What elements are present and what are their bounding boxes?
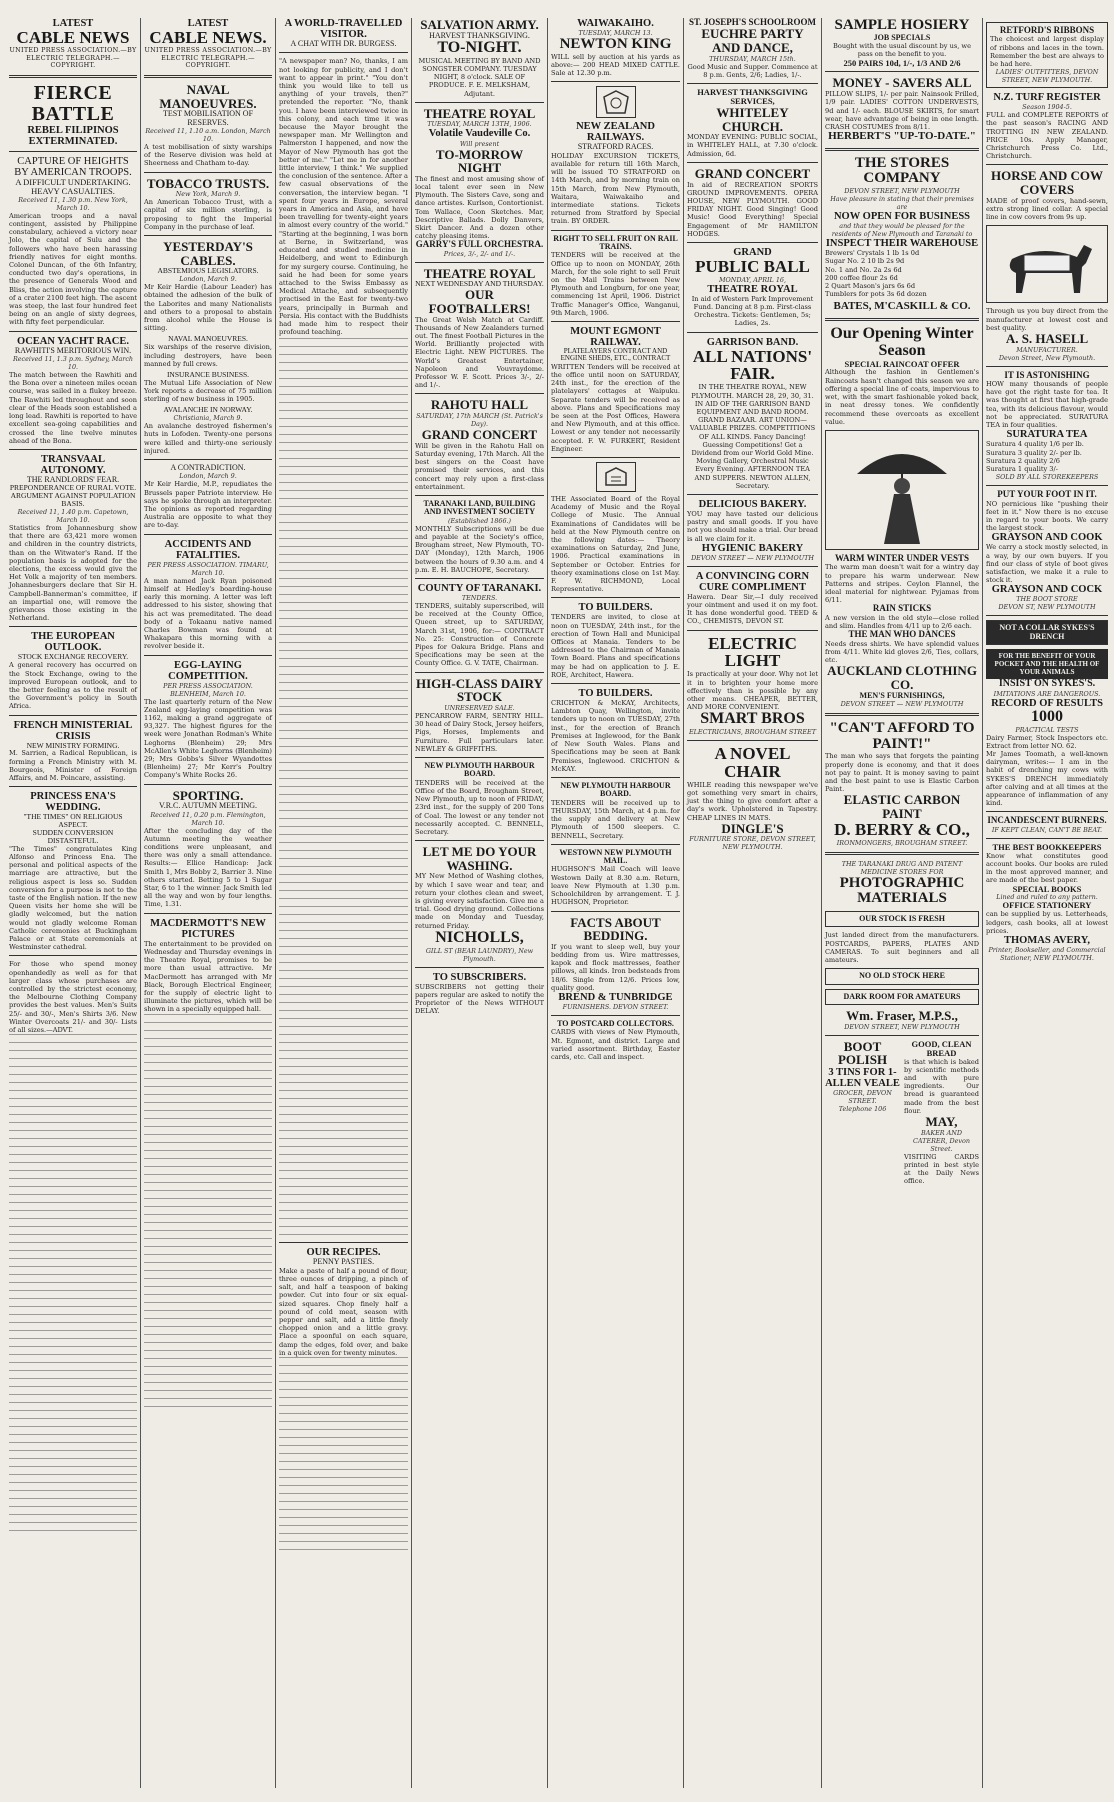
- c6-ad1-body: Good Music and Supper. Commence at 8 p.m. Gents, 2/6; Ladies, 1/-.: [687, 62, 818, 79]
- c4-ad5-body: MONTHLY Subscriptions will be due and payable at the Society's office, Brougham street, New Plymouth, TO-DAY (Monday), 12th March, 1906 between the hours of 9.30 a.m. and 4 p.m. E. H. BAUCHOPE, Secretary.: [415, 524, 544, 574]
- c5-ad4-sub: PLATELAYERS CONTRACT AND ENGINE SHEDS, ETC., CONTRACT: [560, 347, 671, 363]
- c5-ad2-sub: STRATFORD RACES.: [577, 142, 654, 152]
- c3-s1-body: "A newspaper man? No, thanks, I am not looking for publicity, and I don't want to appear in print." "You don't think you would like to tell us anything of your travels, then?" pretended the reporter. "No, thank you. I have been interviewed twice in this colony, and each time it was because the Mayor brought the newspaper man. Mr Wellington and Palmerston I happened, and now the Mayor of New Plymouth has got the better of me." "Let me in for another little interview, I think." We supplied the conclusion of the sentence. After a few casual observations of the conversation, the interview began. "I spent four years in Europe, several years in America and Asia, and have been travelling for twenty-eight years in almost every country of the world." "Starting at the beginning, I was born at Berne, in Switzerland, was educated and studied medicine in Heidelberg, and went to Edinburgh for my surgery course. Continuing, he said he had been for some years attached to the Swiss Embassy as Medical Attache, and subsequently practised in the East for twenty-two years, principally in Burmah and Persia. His contact with the Buddhists had made him to respect their profound teaching.: [279, 57, 408, 337]
- c7-ad15-big: MAY,: [925, 1113, 958, 1129]
- c8-ad6-box: NOT A COLLAR SYKES'S DRENCH: [986, 620, 1108, 645]
- c3-s2-body: Make a paste of half a pound of flour, three ounces of dripping, a pinch of salt, and half a teaspoon of baking powder. Cut into four or six equal-sized squares. Chop finely half a pound of cold meat, season with pepper and salt, add a little finely chopped onion and a little gravy. Place a spoonful on each square, damp the edges, fold over, and bake in a quick oven for twenty minutes.: [279, 1266, 408, 1357]
- c7-ad12-box3: DARK ROOM FOR AMATEURS: [825, 989, 979, 1005]
- c1-s3-sub: THE RANDLORDS' FEAR.: [26, 474, 120, 484]
- c6-ad3-big: GRAND CONCERT: [694, 165, 811, 181]
- c3-s2-sub: PENNY PASTIES.: [312, 1257, 375, 1267]
- c2-s8-head: MACDERMOTT'S NEW PICTURES: [150, 917, 266, 940]
- c1-s1-sub2: CAPTURE OF HEIGHTS BY AMERICAN TROOPS.: [14, 155, 132, 178]
- c6-ad4-date: MONDAY, APRIL 16,: [718, 275, 786, 284]
- c6-ad5-body: IN THE THEATRE ROYAL, NEW PLYMOUTH. MARCH 28, 29, 30, 31. IN AID OF THE GARRISON BAND EQUIPMENT AND BAND ROOM. GRAND BAZAAR. ART UNION—VALUABLE PRIZES. COMPETITIONS OF ALL KINDS. Fancy Dancing! Guessing Competitions! Get a Dividend from our World Gold Mine. Moving Gallery, Orchestral Music Every Evening. AFTERNOON TEA AND SUPPERS. NEWTON ALLEN, Secretary.: [689, 383, 816, 490]
- c4-ad2-prices: Prices, 3/-, 2/- and 1/-.: [443, 249, 516, 258]
- c8-ad6-body: Dairy Farmer, Stock Inspectors etc. Extract from letter NO. 62.: [986, 733, 1108, 750]
- column-6: [684, 18, 822, 1788]
- c7-ad16-body: VISITING CARDS printed in best style at the Daily News office.: [904, 1152, 979, 1186]
- c7-ad3-list-4: 2 Quart Mason's jars 6s 6d: [825, 282, 916, 291]
- c8-ad3-sub: MANUFACTURER.: [1016, 345, 1078, 354]
- c4-ad4-big: GRAND CONCERT: [421, 427, 538, 443]
- c4-ad10-sub: GILL ST (BEAR LAUNDRY), New Plymouth.: [425, 946, 534, 963]
- c2-s1-dateline: Received 11, 1.10 a.m. London, March 10.: [145, 126, 271, 143]
- c7-ad1-sub: JOB SPECIALS: [873, 32, 931, 42]
- c7-ad12-body: Just landed direct from the manufacturers. POSTCARDS, PAPERS, PLATES AND CAMERAS. To suit beginners and all amateurs.: [825, 931, 979, 965]
- c8-ad5-title: PUT YOUR FOOT IN IT.: [997, 489, 1097, 500]
- c4-ad2-date: TUESDAY, MARCH 13TH, 1906.: [427, 120, 532, 129]
- c1-s7-body: For those who spend money openhandedly as well as for that larger class whose purchases are controlled by the strictest economy, the Melbourne Clothing Company provides the best values. Men's Suits 25/- and 30/-, Men's Shirts 3/6. New Winter Overcoats 21/- and 30/- Lists of all sizes.—ADVT.: [9, 960, 137, 1035]
- c5-ad10-big: BREND & TUNBRIDGE: [558, 992, 673, 1003]
- c4-ad3-big: OUR FOOTBALLERS!: [428, 287, 531, 316]
- c2-s5-sub: PER PRESS ASSOCIATION. TIMARU, March 10.: [147, 560, 269, 577]
- c4-ad9-body: MY New Method of Washing clothes, by which I save wear and tear, and return your clothes clean and sweet, is giving every satisfaction. Give me a trial. Good drying ground. Collections made on Monday and Tuesday, returned Friday.: [415, 872, 544, 930]
- c3-s1-head: A WORLD-TRAVELLED VISITOR.: [284, 18, 403, 41]
- c7-ad10-body: The man who says that forgets the painting properly done is economy, and that it does not pay to paint. It is money saving to paint and the best paint to use is Elastic Carbon Paint.: [825, 752, 979, 794]
- c8-ad6-big: INSIST ON SYKES'S.: [998, 678, 1096, 690]
- c7-ad3-list-3: 200 coffee flour 2s 6d: [825, 273, 898, 282]
- c8-ad7-sub: IF KEPT CLEAN, CAN'T BE BEAT.: [991, 825, 1103, 834]
- c7-ad9-sub: MEN'S FURNISHINGS,: [859, 690, 945, 700]
- c6-ad7-title: A CONVINCING CORN CURE COMPLIMENT: [695, 570, 810, 593]
- c7-ad3-list-2: No. 1 and No. 2a 2s 6d: [825, 265, 902, 274]
- c6-ad10-sub: FURNITURE STORE, DEVON STREET, NEW PLYMOUTH.: [689, 835, 816, 852]
- c2-s2-head: TOBACCO TRUSTS.: [146, 175, 270, 191]
- c1-s4-sub: STOCK EXCHANGE RECOVERY.: [17, 652, 129, 662]
- c6-ad2-big: WHITELEY CHURCH.: [716, 104, 789, 134]
- c2-s6-head: EGG-LAYING COMPETITION.: [168, 659, 248, 682]
- c4-ad4-title: RAHOTU HALL: [430, 397, 529, 413]
- c1-s1-body: American troops and a naval contingent, assisted by Philippine constabulary, achieved a victory near Jolo, the capital of Sulu and the followers who have been harassing friendly natives for eight months. Colonel Duncan, of the 6th Infantry, conducted two day's operations, in the presence of Generals Wood and Bliss, the action involving the capture of a crater 2100 feet high. The ascent was steep, the last four hundred feet being on an angle of sixty degrees, with fifty feet perpendicular.: [9, 211, 137, 327]
- c1-s4-head: THE EUROPEAN OUTLOOK.: [31, 631, 115, 654]
- c8-ad4-sub: SOLD BY ALL STOREKEEPERS: [995, 473, 1099, 482]
- c5-ad1-big: NEWTON KING: [559, 36, 672, 53]
- c5-ad5-body: THE Associated Board of the Royal Academy of Music and the Royal College of Music. The Annual Examinations of Candidates will be held at the New Plymouth centre on the following dates:— Theory examinations on Saturday, 2nd June, 1906. Practical examinations in September or October. Entries for theory examinations close on 1st May. F. W. RICHMOND, Local Representative.: [551, 494, 680, 594]
- c4-ad5-title: TARANAKI LAND, BUILDING AND INVESTMENT SOCIETY: [423, 498, 536, 517]
- c8-ad2-title: N.Z. TURF REGISTER: [993, 92, 1101, 104]
- c4-ad2-title: THEATRE ROYAL: [423, 105, 536, 121]
- c4-ad1-body: MUSICAL MEETING BY BAND AND SONGSTER COMPANY. TUESDAY NIGHT, 8 o'clock. SALE OF PRODUCE. F. E. MELKSHAM, Adjutant.: [418, 56, 541, 98]
- c8-ad9-title: SPECIAL BOOKS: [1012, 883, 1082, 894]
- c4-ad3-sub: NEXT WEDNESDAY AND THURSDAY.: [415, 279, 544, 289]
- c1-s3-head: TRANSVAAL AUTONOMY.: [40, 453, 106, 476]
- c4-ad1-title: SALVATION ARMY.: [420, 18, 539, 32]
- c4-ad4-date: SATURDAY, 17th MARCH (St. Patrick's Day).: [416, 412, 543, 429]
- c2-s3-sub3: INSURANCE BUSINESS.: [166, 369, 250, 379]
- crest-icon: [601, 89, 631, 115]
- c2-s3-head: YESTERDAY'S CABLES.: [163, 239, 253, 268]
- c7-ad14-phone: Telephone 106: [838, 1105, 887, 1113]
- c2-s3-dateline4: Christiania, March 9.: [173, 414, 243, 423]
- c4-ad2-big2: TO-MORROW NIGHT: [435, 146, 524, 176]
- c7-ad13-sub: DEVON STREET, NEW PLYMOUTH: [844, 1022, 960, 1031]
- c8-ad4-big: SURATURA TEA: [1006, 429, 1088, 441]
- c8-ad4-list-3: Suratura 1 quality 3/-: [986, 464, 1058, 473]
- column-8: [983, 18, 1111, 1788]
- c2-s3-body: Mr Keir Hardie (Labour Leader) has obtained the adhesion of the bulk of the Laborites and many Nationalists and others to a proposal to abstain from alcohol while the House is sitting.: [144, 283, 272, 333]
- c2-s1-sub: TEST MOBILISATION OF RESERVES.: [162, 109, 254, 127]
- c5-ad10-sub: FURNISHERS. DEVON STREET.: [562, 1003, 669, 1012]
- c4-ad3-body: The Great Welsh Match at Cardiff. Thousands of New Zealanders turned out. The finest Football Pictures in the World. Brilliantly projected with Electric Light. NEW PICTURES. The World's Greatest Entertainer, Napoleon and Vouvraydome. Professor W. F. Scott. Prices 3/-, 2/- and 1/-.: [415, 315, 544, 390]
- c8-ad4-list-0: Suratura 4 quality 1/6 per lb.: [986, 440, 1084, 449]
- c4-ad9-title: LET ME DO YOUR WASHING.: [422, 844, 537, 873]
- c2-s3-body3: The Mutual Life Association of New York reports a decrease of 75 million sterling of new business in 1905.: [144, 378, 272, 404]
- c1-s5-sub: NEW MINISTRY FORMING.: [26, 740, 120, 750]
- c7-ad7-body: A new version in the old style—close rolled and slim. Handles from 4/11 up to 2/6 each.: [825, 613, 979, 630]
- horse-with-cover-illustration: [986, 225, 1108, 303]
- c8-ad3-body: MADE of proof covers, hand-sewn, extra strong lined collar. A special line in cow covers from 9s up.: [986, 196, 1108, 222]
- c8-ad4-list-2: Suratura 2 quality 2/6: [986, 456, 1060, 465]
- c2-s5-head: ACCIDENTS AND FATALITIES.: [164, 538, 252, 561]
- c7-ad1-line: 250 PAIRS 10d, 1/-, 1/3 AND 2/6: [843, 57, 961, 68]
- c5-ad6-title: TO BUILDERS.: [578, 602, 653, 614]
- c4-ad2-sub: Will present: [459, 139, 500, 148]
- c2-s8-body: The entertainment to be provided on Wednesday and Thursday evenings in the Theatre Royal, promises to be more than usual attractive. Mr MacDermott has arranged with Mr Black, Borough Electrical Engineer, for the supply of electric light to illuminate the pictures, which will be shown in a specially equipped hall.: [144, 939, 272, 1014]
- c7-ad9-addr: DEVON STREET — NEW PLYMOUTH: [840, 699, 964, 708]
- c2-s3-sub2: NAVAL MANOEUVRES.: [168, 334, 248, 344]
- c6-ad4-sub: THEATRE ROYAL: [707, 283, 798, 295]
- c1-s1-sub: REBEL FILIPINOS EXTERMINATED.: [27, 124, 119, 147]
- c6-ad7-body: Hawera. Dear Sir,—I duly received your ointment and used it on my foot. It has done wonderful good. TEED & CO., CHEMISTS, DEVON ST.: [687, 592, 818, 626]
- c4-ad8-title: NEW PLYMOUTH HARBOUR BOARD.: [424, 760, 535, 779]
- c4-ad4-body: Will be given in the Rahotu Hall on Saturday evening, 17th March. All the best singers on the Coast have promised their services, and this concert may rely upon a first-class entertainment.: [415, 441, 544, 491]
- c8-ad6-banner: FOR THE BENEFIT OF YOUR POCKET AND THE HEALTH OF YOUR ANIMALS: [986, 649, 1108, 679]
- c5-ad9-title: WESTOWN NEW PLYMOUTH MAIL.: [559, 847, 672, 866]
- c4-ad2-body: The finest and most amusing show of local talent ever seen in New Plymouth. The Sisters Cave, song and dance artistes. Kurlson, Contortionist. Tom Wallace, Coon Sketches. Mar, Descriptive Ballads. Dolly Danvers, Skirt Dancer. And a dozen other catchy pleasing items.: [415, 174, 544, 241]
- c8-ad6-body2: Mr James Toomath, a well-known dairyman, writes:— I am in the habit of drenching my cows with SYKES'S DRENCH immediately after calving and at all times at the appearance of inflammation of any kind.: [986, 749, 1108, 808]
- c1-s1-sub3: A DIFFICULT UNDERTAKING.: [15, 176, 131, 187]
- c2-s1-head: NAVAL MANOEUVRES.: [159, 81, 257, 111]
- c6-ad1-title: ST. JOSEPH'S SCHOOLROOM: [688, 18, 817, 27]
- c8-ad6-sub: IMITATIONS ARE DANGEROUS.: [993, 689, 1101, 698]
- c7-ad13-big: Wm. Fraser, M.P.S.,: [846, 1008, 958, 1024]
- c8-ad1-body: The choicest and largest display of ribbons and laces in the town. Remember the best are always to be had here.: [990, 35, 1104, 69]
- woman-with-umbrella-illustration: [825, 430, 979, 550]
- c7-ad2-big: MONEY - SAVERS ALL: [832, 75, 972, 91]
- c2-s7-head: SPORTING.: [172, 787, 244, 803]
- column-5: [548, 18, 684, 1788]
- c7-ad12-box: OUR STOCK IS FRESH: [825, 911, 979, 927]
- c6-ad5-title: GARRISON BAND.: [706, 336, 799, 348]
- c4-ad6-title: COUNTY OF TARANAKI.: [417, 582, 542, 594]
- c6-ad6-body: YOU may have tasted our delicious pastry and small goods. If you have not you should make a trial. Our bread is all we claim for it.: [687, 509, 818, 543]
- c7-ad15-body: is that which is baked by scientific methods and with pure ingredients. Our bread is guaranteed made from the best flour.: [904, 1057, 979, 1115]
- c6-ad6-title: DELICIOUS BAKERY.: [698, 498, 807, 510]
- c1-top-title: LATEST: [52, 18, 94, 29]
- c5-ad9-body: HUGHSON'S Mail Coach will leave Westown Daily at 8.30 a.m. Return, leave New Plymouth at 1.30 p.m. Schoolchildren by arrangement. T. J. HUGHSON, Proprietor.: [551, 865, 680, 907]
- c7-ad14-title: BOOT POLISH: [837, 1038, 888, 1068]
- umbrella-icon: [842, 434, 962, 546]
- c7-ad2-footer: HERBERT'S "UP-TO-DATE.": [828, 130, 976, 143]
- c6-ad10-big: A NOVEL CHAIR: [714, 744, 791, 781]
- crest-icon: [601, 465, 631, 489]
- c8-ad3-addr: Devon Street, New Plymouth.: [998, 353, 1096, 362]
- c6-ad3-body: In aid of RECREATION SPORTS GROUND IMPROVEMENTS. OPERA HOUSE, NEW PLYMOUTH. GOOD FRIDAY NIGHT. Good Singing! Good Music! Good Everything! Special Engagement of Mr HAMILTON HODGES.: [687, 180, 818, 238]
- c8-ad1-sub: LADIES' OUTFITTERS, DEVON STREET, NEW PLYMOUTH.: [995, 68, 1099, 85]
- c7-ad5-big: Our Opening Winter Season: [830, 324, 974, 359]
- c4-ad10-big: NICHOLLS,: [435, 928, 524, 946]
- column-3: [276, 18, 412, 1788]
- c8-ad2-sub: Season 1904-5.: [1022, 103, 1072, 112]
- c8-ad9-sub: Lined and ruled to any pattern.: [996, 893, 1098, 902]
- c4-ad7-body: PENCARROW FARM, SENTRY HILL. 30 head of Dairy Stock, Jersey heifers, Pigs, Horses, Implements and Furniture. Full particulars later. NEWLEY & GRIFFITHS.: [415, 711, 544, 753]
- c1-s3-sub2: PREPONDERANCE OF RURAL VOTE.: [9, 483, 137, 493]
- c8-ad5-body2: We carry a stock mostly selected, in a way, by our own buyers. If you find our class of style of boot gives satisfaction, we make it a rule to stock it.: [986, 543, 1108, 585]
- c3-s2-head: OUR RECIPES.: [306, 1247, 381, 1259]
- c7-ad15-title: GOOD, CLEAN BREAD: [911, 1038, 972, 1058]
- c7-ad14-big: 3 TINS FOR 1-: [828, 1066, 897, 1078]
- c7-ad1-title: SAMPLE HOSIERY: [834, 18, 970, 33]
- c6-ad2-body: MONDAY EVENING: PUBLIC SOCIAL, in WHITELEY HALL, at 7.30 o'clock. Admission, 6d.: [687, 133, 818, 158]
- c2-s5-body: A man named Jack Ryan poisoned himself at Hedley's boarding-house early this morning. A letter was left addressed to his sister, showing that his act was premeditated. The dead body of a Tokaanu native named Charles Bowman was found at Whakapara this morning with a revolver beside it.: [144, 576, 272, 651]
- c8-ad10-body: can be supplied by us. Letterheads, ledgers, cash books, all at lowest prices.: [986, 910, 1108, 935]
- c7-ad3-body: Have pleasure in stating that their premises are: [830, 195, 974, 212]
- c1-s6-sub2: SUDDEN CONVERSION DISTASTEFUL.: [32, 828, 114, 845]
- c6-ad4-body: In aid of Western Park Improvement Fund. Dancing at 8 p.m. First-class Orchestra. Tickets: Gentlemen, 5s; Ladies, 2s.: [691, 294, 814, 328]
- c8-ad3-body2: Through us you buy direct from the manufacturer at lowest cost and best quality.: [986, 307, 1108, 332]
- c6-ad1-date: THURSDAY, MARCH 15th.: [709, 54, 796, 63]
- c2-s3-body4: An avalanche destroyed fishermen's huts in Lofoden. Twenty-one persons were killed and thirty-one seriously injured.: [144, 422, 272, 455]
- c6-ad10-big2: DINGLE'S: [721, 820, 784, 836]
- c2-s3-sub4: AVALANCHE IN NORWAY.: [163, 405, 253, 415]
- c7-ad8-body: Needs dress shirts. We have splendid values from 4/11. White kid gloves 2/6, Ties, collars, etc.: [825, 639, 979, 665]
- c2-s2-dateline: New York, March 9.: [175, 190, 241, 199]
- c8-ad4-body: HOW many thousands of people have got the right taste for tea. It was thought at first that high-grade tea, with its delicious flavour, would not be appreciated. SURATURA TEA in four qualities.: [986, 380, 1108, 430]
- c5-ad1-date: TUESDAY, MARCH 13.: [578, 29, 653, 38]
- c4-ad6-body: TENDERS, suitably superscribed, will be received at the County Office, Queen street, up to SATURDAY, March 31st, 1906, for:— CONTRACT No. 25: Construction of Concrete Pipes for Oakura Bridge. Plans and Specifications may be seen at the County Office. G. V. TATE, Chairman.: [415, 601, 544, 668]
- c8-ad7-title: INCANDESCENT BURNERS.: [987, 815, 1107, 826]
- c1-s5-body: M. Sarrien, a Radical Republican, is forming a French Ministry with M. Bourgeois, Minister of Foreign Affairs, and M. Poincare, assisting.: [9, 749, 137, 783]
- c2-s3-dateline: London, March 9.: [179, 275, 237, 284]
- c5-ad7-title: TO BUILDERS.: [578, 688, 653, 700]
- c7-ad3-list-5: Tumblers for pots 3s 6d dozen: [825, 290, 927, 299]
- c7-ad8-title: THE MAN WHO DANCES: [848, 629, 956, 640]
- c8-ad4-title: IT IS ASTONISHING: [1004, 369, 1090, 380]
- c5-ad4-title: MOUNT EGMONT RAILWAY.: [570, 326, 661, 349]
- c5-ad10-title: FACTS ABOUT BEDDING.: [570, 914, 661, 944]
- c7-ad3-sub: DEVON STREET, NEW PLYMOUTH: [844, 187, 960, 196]
- c4-ad1-big: TO-NIGHT.: [437, 39, 522, 57]
- c5-ad11-title: TO POSTCARD COLLECTORS.: [557, 1019, 674, 1029]
- c7-ad3-big: THE STORES COMPANY: [854, 154, 950, 187]
- c7-ad11-big: D. BERRY & CO.,: [834, 819, 970, 839]
- c4-ad7-sub: UNRESERVED SALE.: [444, 703, 515, 712]
- c5-ad11-body: CARDS with views of New Plymouth, Mt. Egmont, and district. Large and varied assortment. Birthday, Easter cards, etc. Call and inspect.: [551, 1028, 680, 1062]
- c7-ad4-big: BATES, M'CASKILL & CO.: [833, 300, 971, 313]
- c8-ad5-body: NO pernicious like "pushing their feet in it." Now there is no excuse in regard to your boots. We carry the largest stock.: [986, 499, 1108, 533]
- c4-ad3-title: THEATRE ROYAL: [423, 265, 536, 281]
- c6-ad5-big: ALL NATIONS' FAIR.: [692, 346, 813, 384]
- c7-ad3-big2: NOW OPEN FOR BUSINESS: [833, 211, 971, 223]
- c4-ad5-est: (Established 1866.): [447, 516, 512, 525]
- c4-ad11-body: SUBSCRIBERS not getting their papers regular are asked to notify the Proprietor of the News WITHOUT DELAY.: [415, 982, 544, 1016]
- c7-ad9-big: AUCKLAND CLOTHING CO.: [827, 663, 977, 692]
- c7-ad3-list-1: Sugar No. 2 10 lb 2s 9d: [825, 257, 905, 266]
- nz-railways-crest: [596, 86, 636, 118]
- c2-s7-body: After the concluding day of the Autumn meeting the weather conditions were unpleasant, and there was only a small attendance. Results:— Ellice Handicap: Jack Smith 1, Mrs Bobby 2, Barrier 3. Nine others started. Betting 5 to 1 Sugar Star, 6 to 1 the winner. Jack Smith led all the way and won by four lengths. Time, 1.31.: [144, 826, 272, 909]
- c8-ad5-addr: DEVON ST, NEW PLYMOUTH: [998, 603, 1096, 612]
- c7-ad6-body: The warm man doesn't wait for a wintry day to prepare his warm underwear. New Patterns and stripes. Ceylon Flannel, the ideal material for nightwear. Pyjamas from 6/11.: [825, 563, 979, 605]
- c1-s6-sub: "THE TIMES" ON RELIGIOUS ASPECT.: [23, 812, 123, 830]
- c5-ad3-body: TENDERS will be received at the Office up to noon on MONDAY, 26th March, for the sole right to sell Fruit on the Mail Trains between New Plymouth and Longburn, for one year, commencing 1st April, 1906. District Traffic Manager's Office, Wanganui, 9th March, 1906.: [551, 251, 680, 317]
- c6-ad9-sub: ELECTRICIANS, BROUGHAM STREET: [689, 728, 816, 737]
- c1-s1-head: FIERCE BATTLE: [31, 81, 115, 125]
- c5-ad7-body: CRICHTON & McKAY, Architects, Lambton Quay, Wellington, invite tenders up to noon on TUESDAY, 27th inst., for the erection of Branch Premises at Inglewood, for the Bank of New South Wales. Plans and Specifications may be seen at Bank Premises, Inglewood. CRICHTON & McKAY.: [551, 699, 680, 773]
- c7-ad15-sub: BAKER AND CATERER, Devon Street.: [913, 1128, 970, 1153]
- c2-s7-sub: V.R.C. AUTUMN MEETING.: [158, 801, 258, 811]
- c7-ad3-body2: and that they would be pleased for the residents of New Plymouth and Taranaki to: [831, 222, 973, 239]
- c8-ad6-title: RECORD OF RESULTS: [991, 697, 1103, 709]
- c7-ad12-title: THE TARANAKI DRUG AND PATENT MEDICINE STORES FOR: [841, 859, 963, 876]
- c2-s6-body: The last quarterly return of the New Zealand egg-laying competition was 1162, making a grand aggregate of 93,327. The highest figures for the week were Jonathan Rodman's White Leghorns (Blenheim) 29; Mrs McAllen's White Leghorns (Blenheim) 29; Mrs Gobbs's Silver Wyandottes (Blenheim) 27; Mr Kerr's Poultry Company's White Rocks 26.: [144, 697, 272, 780]
- c7-ad5-body: Although the fashion in Gentlemen's Raincoats hasn't changed this season we are offering a special line of coats, impervious to wet, with the smart fashionable yoked back, in neat dressy tones. We confidently recommend these overcoats as excellent value.: [825, 368, 979, 426]
- c7-ad11-sub: IRONMONGERS, BROUGHAM STREET.: [836, 838, 968, 847]
- c5-ad4-body: WRITTEN Tenders will be received at the office until noon on SATURDAY, 24th inst., for the erection of the platelayers' cottages at Waipuku. Separate tenders will be received as above. Plans and Specifications may be seen at the Post Offices, Hawera and New Plymouth, and at this office. Lowest or any tender not necessarily accepted. F. W. FURKERT, Resident Engineer.: [551, 362, 680, 453]
- c5-ad8-body: TENDERS will be received up to THURSDAY, 15th March, at 4 p.m. for the supply and delivery at New Plymouth of 1500 sleepers. C. BENNELL, Secretary.: [551, 798, 680, 840]
- c1-s2-dateline: Received 11, 1.3 p.m. Sydney, March 10.: [12, 355, 134, 372]
- c8-ad5-big2: GRAYSON AND COCK: [991, 584, 1103, 596]
- c8-ad10-title: OFFICE STATIONERY: [1002, 900, 1092, 911]
- c2-top-title2: CABLE NEWS.: [149, 28, 267, 48]
- c7-ad7-title: RAIN STICKS: [872, 603, 932, 614]
- column-1: [6, 18, 141, 1788]
- c7-ad6-title: WARM WINTER UNDER VESTS: [835, 552, 969, 563]
- c5-ad6-body: TENDERS are invited, to close at noon on TUESDAY, 24th inst., for the erection of Town Hall and Municipal Offices at Manaia. Tenders to be addressed to the Chairman of Manaia Town Board. Plans and specifications may be had on application to J. E. ROE, Architect, Hawera.: [551, 613, 680, 679]
- c4-ad11-title: TO SUBSCRIBERS.: [432, 971, 527, 983]
- c1-s6-head: PRINCESS ENA'S WEDDING.: [30, 791, 116, 814]
- c6-ad10-body: WHILE reading this newspaper we've got something very smart in chairs, just the thing to give comfort after a day's work. Upholstered in Tapestry. CHEAP LINES IN MATS.: [687, 780, 818, 822]
- c5-ad10-body: If you want to sleep well, buy your bedding from us. Wire mattresses, kapok and flock mattresses, feather pillows, all kinds. Iron bedsteads from 18/6. Single from 12/6. Prices low, quality good.: [551, 942, 680, 992]
- c4-ad2-big: Volatile Vaudeville Co.: [428, 128, 531, 140]
- c6-ad4-title: GRAND: [733, 246, 772, 258]
- c2-top-sub: UNITED PRESS ASSOCIATION.—BY ELECTRIC TELEGRAPH.—COPYRIGHT.: [144, 45, 272, 70]
- c2-s1-body: A test mobilisation of sixty warships of the Reserve division was held at Sheerness and Chatham to-day.: [144, 142, 272, 168]
- c7-ad2-body: PILLOW SLIPS, 1/- per pair. Nainsook Frilled, 1/9 pair. LADIES' COTTON UNDERVESTS, 9d and 1/- each. BLOUSE SKIRTS, for smart wear, have advantage of being in one length. CRASH COSTUMES from 8/11.: [825, 90, 979, 131]
- c8-ad5-sub: THE BOOT STORE: [1016, 595, 1078, 604]
- c1-top-title2: CABLE NEWS: [16, 28, 130, 48]
- c8-ad3-title: HORSE AND COW COVERS: [991, 168, 1103, 198]
- c7-ad3-list-0: Brewers' Crystals 1 lb 1s 0d: [825, 249, 920, 258]
- c6-ad8-body: Is practically at your door. Why not let it in to brighten your home more effectively than is possible by any other means. CHEAPER, BETTER, AND MORE CONVENIENT.: [687, 670, 818, 712]
- c7-ad3-big3: INSPECT THEIR WAREHOUSE: [825, 238, 979, 250]
- c8-ad4-list-1: Suratura 3 quality 2/- per lb.: [986, 448, 1082, 457]
- c2-s4-body: Mr Keir Hardie, M.P., repudiates the Brussels paper Patriote interview. He says he spoke through an interpreter. The opinions as reported regarding Australia are opposite to what they are to-day.: [144, 480, 272, 530]
- column-7: [822, 18, 983, 1788]
- c6-ad4-big: PUBLIC BALL: [695, 256, 810, 276]
- c1-s3-dateline: Received 11, 1.40 p.m. Capetown, March 10.: [17, 507, 129, 524]
- c1-s6-body: "The Times" congratulates King Alfonso and Princess Ena. The personal and political aspects of the marriage are attractive, but the religious aspect is less so. Sudden conversion for a purpose is not to the taste of the English nation. If the new Queen visits her home she will be gladly welcomed, but the nation would not gladly welcome Roman Catholic ceremonies at Buckingham Palace or at State ceremonials at Westminster cathedral.: [9, 844, 137, 952]
- c2-s6-sub: PER PRESS ASSOCIATION. BLENHEIM, March 10.: [163, 681, 253, 698]
- c8-ad5-big: GRAYSON AND COOK: [991, 532, 1103, 544]
- royal-academy-crest: [596, 462, 636, 492]
- c5-ad1-body: WILL sell by auction at his yards as above:— 200 HEAD MIXED CATTLE. Sale at 12.30 p.m.: [551, 52, 680, 78]
- c7-ad1-body: Bought with the usual discount by us, we pass on the benefit to you.: [833, 42, 971, 59]
- c4-ad7-title: HIGH-CLASS DAIRY STOCK: [415, 675, 544, 705]
- c8-ad1-title: RETFORD'S RIBBONS: [999, 25, 1095, 35]
- c8-ad8-title: THE BEST BOOKKEEPERS: [992, 841, 1102, 852]
- c5-ad8-title: NEW PLYMOUTH HARBOUR BOARD.: [560, 780, 671, 799]
- c4-ad1-sub: HARVEST THANKSGIVING.: [429, 30, 530, 40]
- c7-ad14-sub: GROCER, DEVON STREET.: [833, 1089, 892, 1105]
- c7-ad5-sub: SPECIAL RAINCOAT OFFER: [844, 358, 960, 369]
- c8-ad10-big: THOMAS AVERY,: [1004, 934, 1090, 946]
- c2-s4-head: A CONTRADICTION.: [170, 463, 246, 473]
- c5-ad1-title: WAIWAKAIHO.: [577, 18, 654, 29]
- c5-ad2-body: HOLIDAY EXCURSION TICKETS, available for return till 16th March, will be issued TO STRATFORD on 14th March, and by morning train on 15th March, from New Plymouth, Waitara, Waiwakaiho and intermediate stations. Tickets returned from Stratford by Special train. BY ORDER.: [551, 151, 680, 226]
- column-2: [141, 18, 276, 1788]
- c4-ad8-body: TENDERS will be received at the Office of the Board, Brougham Street, New Plymouth, up to noon of FRIDAY, 23rd inst., for the supply of 200 Tons of Coal. The lowest or any tender not necessarily accepted. C. BENNELL, Secretary.: [415, 778, 544, 836]
- c1-s1-sub4: HEAVY CASUALTIES.: [31, 185, 115, 196]
- c1-s5-head: FRENCH MINISTERIAL CRISIS: [13, 719, 133, 742]
- c2-s7-dateline: Received 11, 0.20 p.m. Flemington, March 10.: [150, 810, 266, 827]
- c2-s4-dateline: London, March 9.: [179, 472, 237, 481]
- c8-ad8-body: Know what constitutes good account books. Our books are ruled in the most approved manner, and are made of the best paper.: [986, 851, 1108, 885]
- c5-ad2-title: NEW ZEALAND RAILWAYS.: [576, 121, 655, 144]
- c4-ad2-band: GARRY'S FULL ORCHESTRA.: [415, 239, 544, 250]
- c3-s1-sub: A CHAT WITH DR. BURGESS.: [290, 39, 397, 49]
- c8-ad6-big2: 1000: [1031, 707, 1063, 725]
- c6-ad8-big: ELECTRIC LIGHT: [708, 633, 797, 671]
- c5-ad3-title: RIGHT TO SELL FRUIT ON RAIL TRAINS.: [553, 233, 678, 252]
- c7-ad14-big2: ALLEN VEALE: [825, 1077, 900, 1089]
- c8-ad3-big: A. S. HASELL: [1005, 330, 1089, 346]
- c8-ad2-body: FULL and COMPLETE REPORTS of the past season's RACING AND TROTTING IN NEW ZEALAND. PRICE 10s. Apply Manager, Christchurch Press Co. Ltd., Christchurch.: [986, 111, 1108, 161]
- c1-s4-body: A general recovery has occurred on the Stock Exchange, owing to the improved European outlook, and to the better feeling as to the result of the Government's policy in South Africa.: [9, 661, 137, 711]
- c6-ad1-sub: EUCHRE PARTY AND DANCE,: [701, 26, 804, 56]
- c7-ad10-big: "CAN'T AFFORD TO PAINT!": [829, 719, 975, 752]
- c2-top-title: LATEST: [187, 18, 229, 29]
- c1-s2-sub: RAWHITI'S MERITORIOUS WIN.: [14, 345, 132, 355]
- c2-s3-body2: Six warships of the reserve division, including destroyers, have been manned by full crews.: [144, 343, 272, 368]
- c1-s3-body: Statistics from Johannesburg show that there are 63,421 more women and children in the country districts, than on the Witwater's Rand. If the population basis is adopted for the elections, the excess would give the Het Volk a majority of ten members. Johannesburgers declare that Sir H. Campbell-Bannerman's committee, if an impartial one, will remove the grievances those existing in the Netherland.: [9, 523, 137, 623]
- c2-s2-body: An American Tobacco Trust, with a capital of six million sterling, is proposing to fight the Imperial Company in the purchase of leaf.: [144, 198, 272, 231]
- c2-s3-sub: ABSTEMIOUS LEGISLATORS.: [157, 266, 259, 276]
- c4-ad6-sub: TENDERS.: [461, 593, 498, 602]
- c6-ad2-title: HARVEST THANKSGIVING SERVICES,: [697, 87, 808, 107]
- c1-s1-dateline: Received 11, 1.30 p.m. New York, March 10.: [18, 195, 128, 212]
- c1-top-sub: UNITED PRESS ASSOCIATION.—BY ELECTRIC TELEGRAPH.—COPYRIGHT.: [9, 45, 137, 70]
- c1-s2-body: The match between the Rawhiti and the Bona over a nineteen miles ocean course, was sailed in a flukey breeze. The Rawhiti led throughout and soon clear of the Heads soon established a long lead. Rawhiti is reported to have excellent sea-going capabilities and crossed the line twelve minutes ahead of the Bona.: [9, 371, 137, 445]
- c7-ad10-big2: ELASTIC CARBON PAINT: [843, 792, 961, 822]
- c7-ad12-box2: NO OLD STOCK HERE: [825, 968, 979, 984]
- c6-ad6-big: HYGIENIC BAKERY: [701, 542, 804, 554]
- c1-s2-head: OCEAN YACHT RACE.: [17, 335, 129, 347]
- column-4: [412, 18, 548, 1788]
- c6-ad6-sub: DEVON STREET — NEW PLYMOUTH: [691, 553, 814, 562]
- c8-ad10-sub: Printer, Bookseller, and Commercial Stationer, NEW PLYMOUTH.: [988, 945, 1106, 962]
- c8-ad6-sub2: PRACTICAL TESTS: [1015, 725, 1079, 734]
- c6-ad9-big: SMART BROS: [700, 710, 805, 728]
- horse-icon: [992, 229, 1102, 299]
- c1-s3-sub3: ARGUMENT AGAINST POPULATION BASIS.: [10, 491, 136, 509]
- c7-ad12-big: PHOTOGRAPHIC MATERIALS: [839, 874, 965, 907]
